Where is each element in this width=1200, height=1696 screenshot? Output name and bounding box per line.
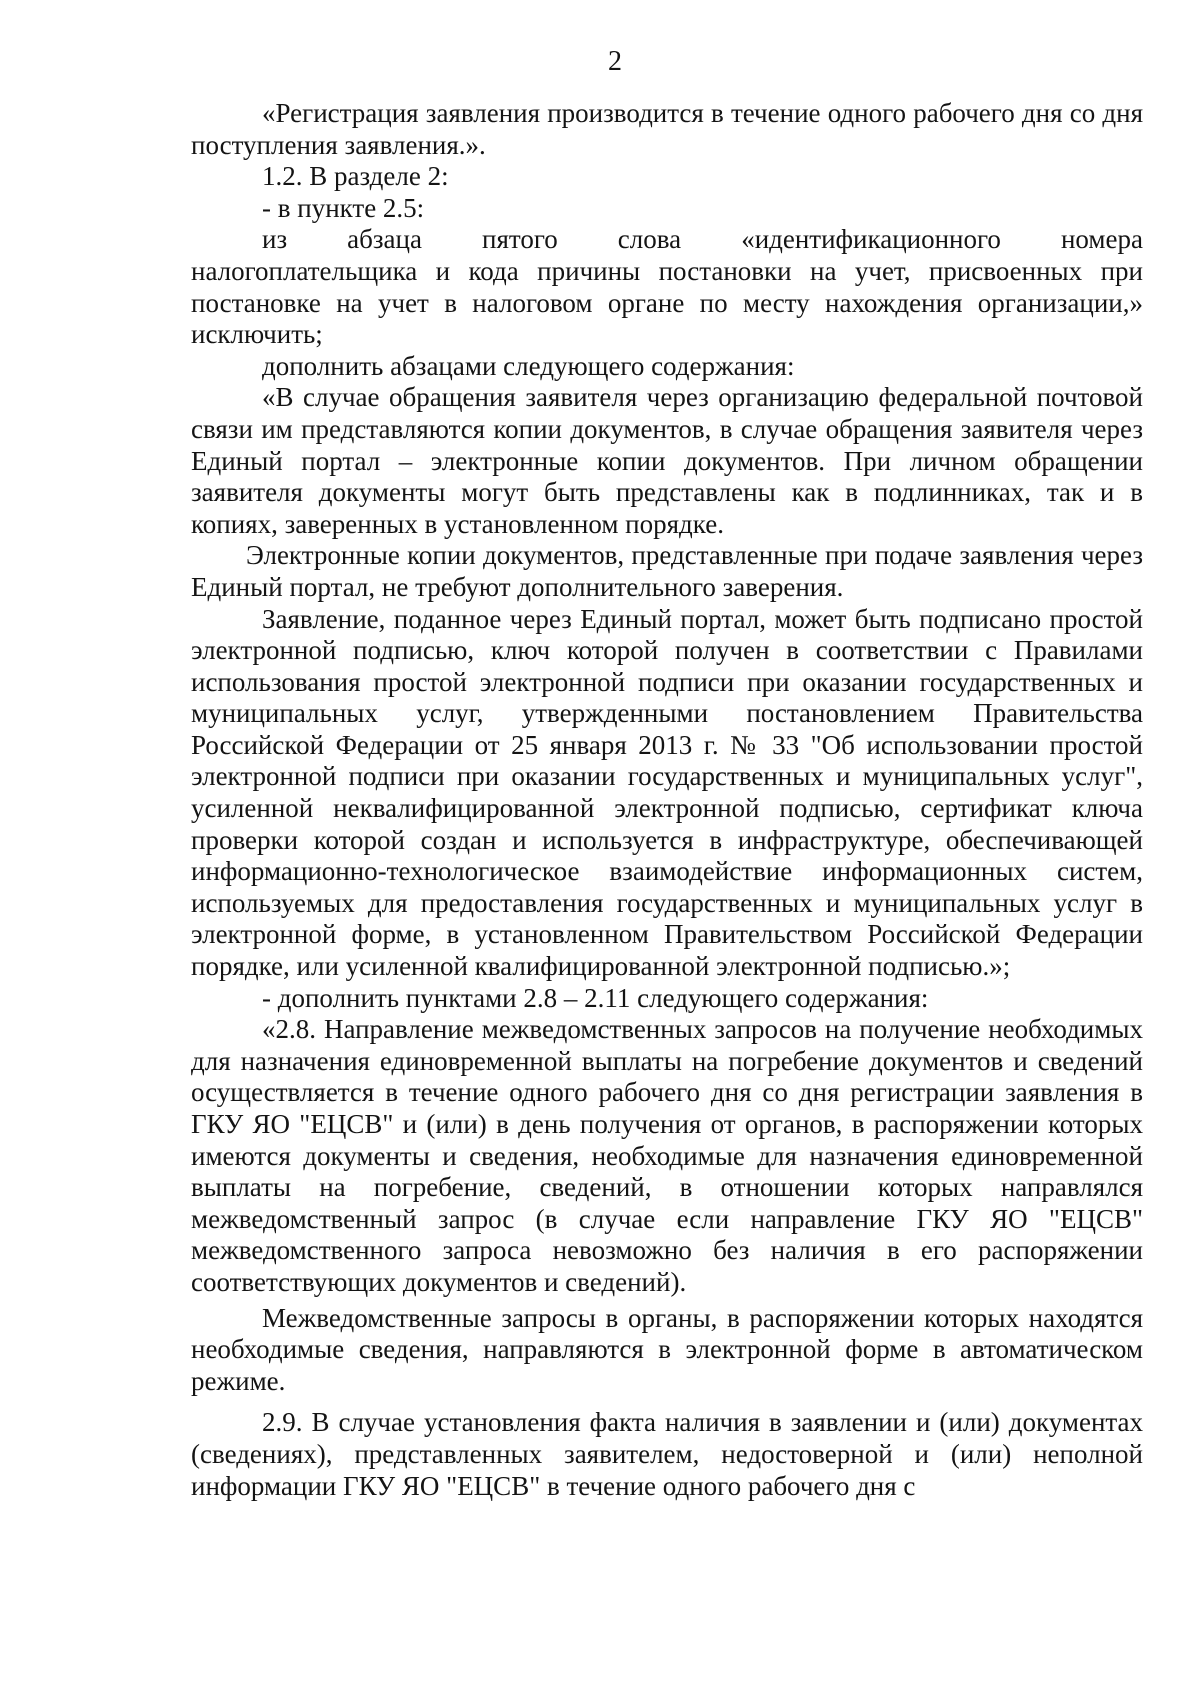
- word: пятого: [482, 224, 558, 255]
- word: слова: [617, 224, 682, 255]
- paragraph-supplement-intro: дополнить абзацами следующего содержания:: [262, 350, 795, 381]
- paragraph-postal-copies: «В случае обращения заявителя через организацию федеральной почтовой связи им представляются копии документов, в случае обращения заявителя через Единый портал – электронные копии документов. При личном обращении заявителя документы могут быть представлены как в подлинниках, так и в копиях, заверенных в установленном порядке.: [191, 382, 1143, 539]
- word: номера: [1060, 224, 1143, 255]
- paragraph-abzac-first-line: [191, 224, 1143, 256]
- paragraph-section-1-2: 1.2. В разделе 2:: [262, 161, 449, 192]
- word: «идентификационного: [741, 224, 1001, 255]
- page-number: 2: [608, 46, 622, 77]
- paragraph-electronic-copies: Электронные копии документов, представленные при подаче заявления через Единый портал, не требуют дополнительного заверения.: [191, 540, 1143, 602]
- paragraph-abzac-continuation: налогоплательщика и кода причины постановки на учет, присвоенных при постановке на учет в налоговом органе по месту нахождения организации,» исключить;: [191, 255, 1143, 350]
- paragraph-item-2-8: «2.8. Направление межведомственных запросов на получение необходимых для назначения единовременной выплаты на погребение документов и сведений осуществляется в течение одного рабочего дня со дня регистрации заявления в ГКУ ЯО "ЕЦСВ" и (или) в день получения от органов, в распоряжении которых имеются документы и сведения, необходимые для назначения единовременной выплаты на погребение, сведений, в отношении которых направлялся межведомственный запрос (в случае если направление ГКУ ЯО "ЕЦСВ" межведомственного запроса невозможно без наличия в его распоряжении соответствующих документов и сведений).: [191, 1014, 1143, 1297]
- paragraph-add-items: - дополнить пунктами 2.8 – 2.11 следующего содержания:: [262, 982, 929, 1013]
- paragraph-item-2-5: - в пункте 2.5:: [262, 192, 425, 223]
- word: абзаца: [347, 224, 422, 255]
- document-body: [191, 98, 1143, 1502]
- paragraph-item-2-9: 2.9. В случае установления факта наличия в заявлении и (или) документах (сведениях), представленных заявителем, недостоверной и (или) неполной информации ГКУ ЯО "ЕЦСВ" в течение одного рабочего дня с: [191, 1407, 1143, 1501]
- word: из: [262, 224, 288, 255]
- paragraph-interagency-requests: Межведомственные запросы в органы, в распоряжении которых находятся необходимые сведения, направляются в электронной форме в автоматическом режиме.: [191, 1302, 1143, 1396]
- paragraph-registration-quote: «Регистрация заявления производится в течение одного рабочего дня со дня поступления заявления.».: [191, 98, 1143, 160]
- paragraph-electronic-signature: Заявление, поданное через Единый портал, может быть подписано простой электронной подписью, ключ которой получен в соответствии с Правилами использования простой электронной подписи при оказании государственных и муниципальных услуг, утвержденными постановлением Правительства Российской Федерации от 25 января 2013 г. № 33 "Об использовании простой электронной подписи при оказании государственных и муниципальных услуг", усиленной неквалифицированной электронной подписью, сертификат ключа проверки которой создан и используется в инфраструктуре, обеспечивающей информационно-технологическое взаимодействие информационных систем, используемых для предоставления государственных и муниципальных услуг в электронной форме, в установленном Правительством Российской Федерации порядке, или усиленной квалифицированной электронной подписью.»;: [191, 603, 1143, 982]
